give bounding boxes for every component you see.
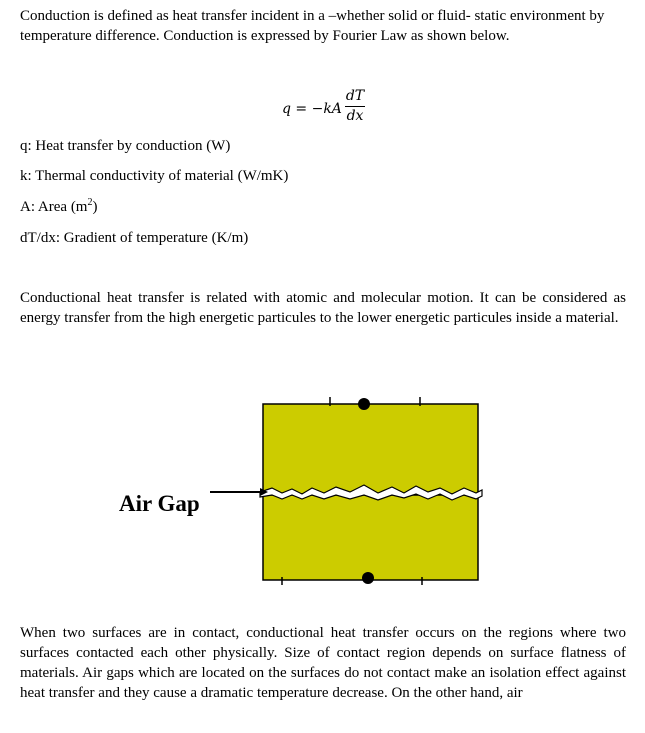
formula-numerator: dT [345,88,365,104]
definition-k: k: Thermal conductivity of material (W/mK) [20,168,289,184]
mechanism-paragraph: Conductional heat transfer is related with atomic and molecular motion. It can be considered as energy transfer from the high energetic particules to the lower energetic particules inside a material. [20,290,626,326]
formula-lhs: q = −kA [282,101,342,117]
definition-q: q: Heat transfer by conduction (W) [20,138,231,154]
lower-block [263,495,478,580]
top-probe-dot [358,398,370,410]
definition-a-close: ) [92,199,98,215]
intro-paragraph: Conduction is defined as heat transfer incident in a –whether solid or fluid- static environment by temperature difference. Conduction is expressed by Fourier Law as shown below. [20,8,605,44]
definition-dtdx: dT/dx: Gradient of temperature (K/m) [20,230,249,246]
formula-denominator: dx [346,108,364,124]
bottom-probe-dot [362,572,374,584]
contact-paragraph: When two surfaces are in contact, conductional heat transfer occurs on the regions where two surfaces contacted each other physically. Size of contact region depends on surface flatness of materials. Air gaps which are located on the surfaces do not contact make an isolation effect against heat transfer and they cause a dramatic temperature decrease. On the other hand, air [20,625,626,701]
definition-a [20,197,97,217]
fraction-bar [345,106,365,107]
upper-block [263,404,478,494]
definition-a-text: A: Area (m [20,199,88,215]
formula-fraction [345,88,365,125]
definition-a-superscript: 2 [87,197,93,208]
air-gap-label: Air Gap [119,491,200,516]
